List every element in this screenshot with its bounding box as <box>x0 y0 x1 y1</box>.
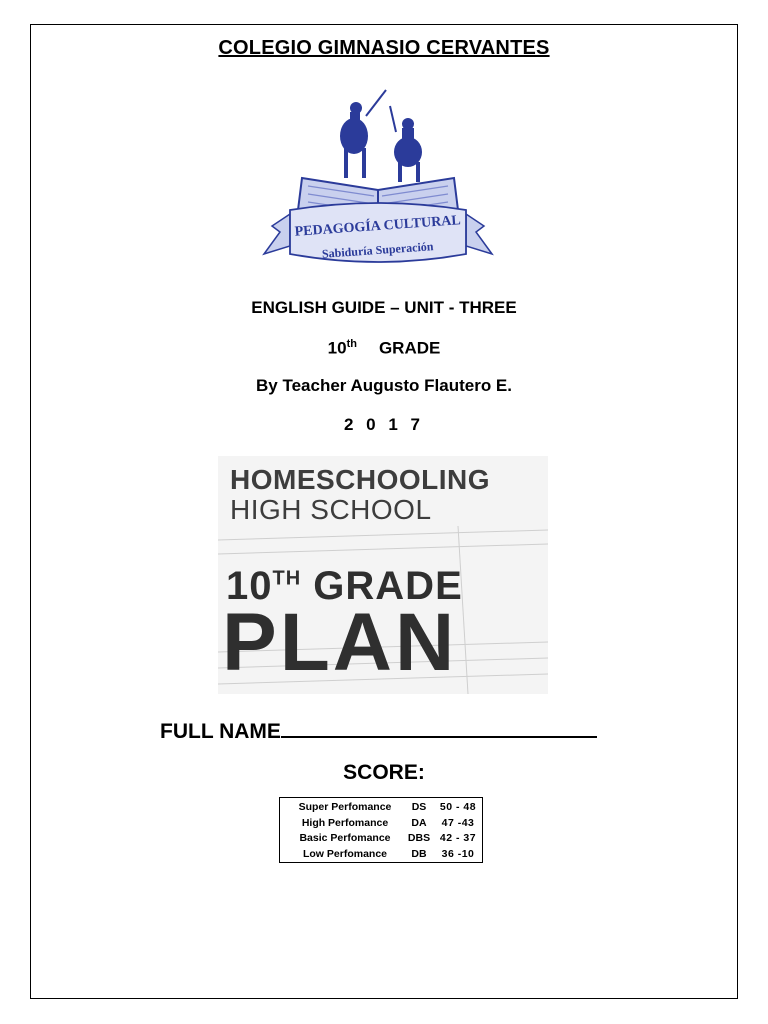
score-table <box>279 797 483 863</box>
author-line: By Teacher Augusto Flautero E. <box>256 376 512 395</box>
table-row <box>280 800 482 816</box>
svg-text:Sabiduría Superación: Sabiduría Superación <box>321 239 434 261</box>
homeschooling-cover-image <box>218 456 548 694</box>
guide-title: ENGLISH GUIDE – UNIT - THREE <box>251 298 517 317</box>
school-logo <box>250 86 506 276</box>
level-cell: Basic Perfomance <box>299 832 391 844</box>
table-row <box>280 816 482 832</box>
code-cell: DA <box>411 816 427 829</box>
grade-line: 10th GRADE <box>327 338 441 358</box>
level-cell: Super Perfomance <box>298 801 392 813</box>
plan-text: PLAN <box>222 597 458 688</box>
full-name-blank[interactable] <box>281 716 597 738</box>
logo-banner <box>264 203 492 262</box>
score-label: SCORE: <box>343 761 425 784</box>
level-cell: Low Perfomance <box>302 847 388 860</box>
year: 2 0 1 7 <box>344 415 424 434</box>
full-name-label: FULL NAME <box>160 720 281 743</box>
school-name: COLEGIO GIMNASIO CERVANTES <box>218 37 550 59</box>
homeschooling-text: HOMESCHOOLING <box>230 464 491 495</box>
range-cell: 36 -10 <box>441 847 475 860</box>
code-cell: DBS <box>407 832 431 844</box>
riders-icon <box>340 90 422 182</box>
svg-text:PEDAGOGÍA CULTURAL: PEDAGOGÍA CULTURAL <box>294 213 462 240</box>
high-school-text: HIGH SCHOOL <box>230 494 432 525</box>
code-cell: DS <box>411 801 427 813</box>
table-row <box>280 847 482 863</box>
range-cell: 50 - 48 <box>439 801 477 813</box>
range-cell: 47 -43 <box>441 816 475 829</box>
range-cell: 42 - 37 <box>439 832 477 844</box>
full-name-field[interactable] <box>160 716 597 744</box>
level-cell: High Perfomance <box>301 816 389 829</box>
grade-heading: 10TH GRADE <box>226 564 463 608</box>
table-row <box>280 831 482 847</box>
code-cell: DB <box>411 847 427 860</box>
